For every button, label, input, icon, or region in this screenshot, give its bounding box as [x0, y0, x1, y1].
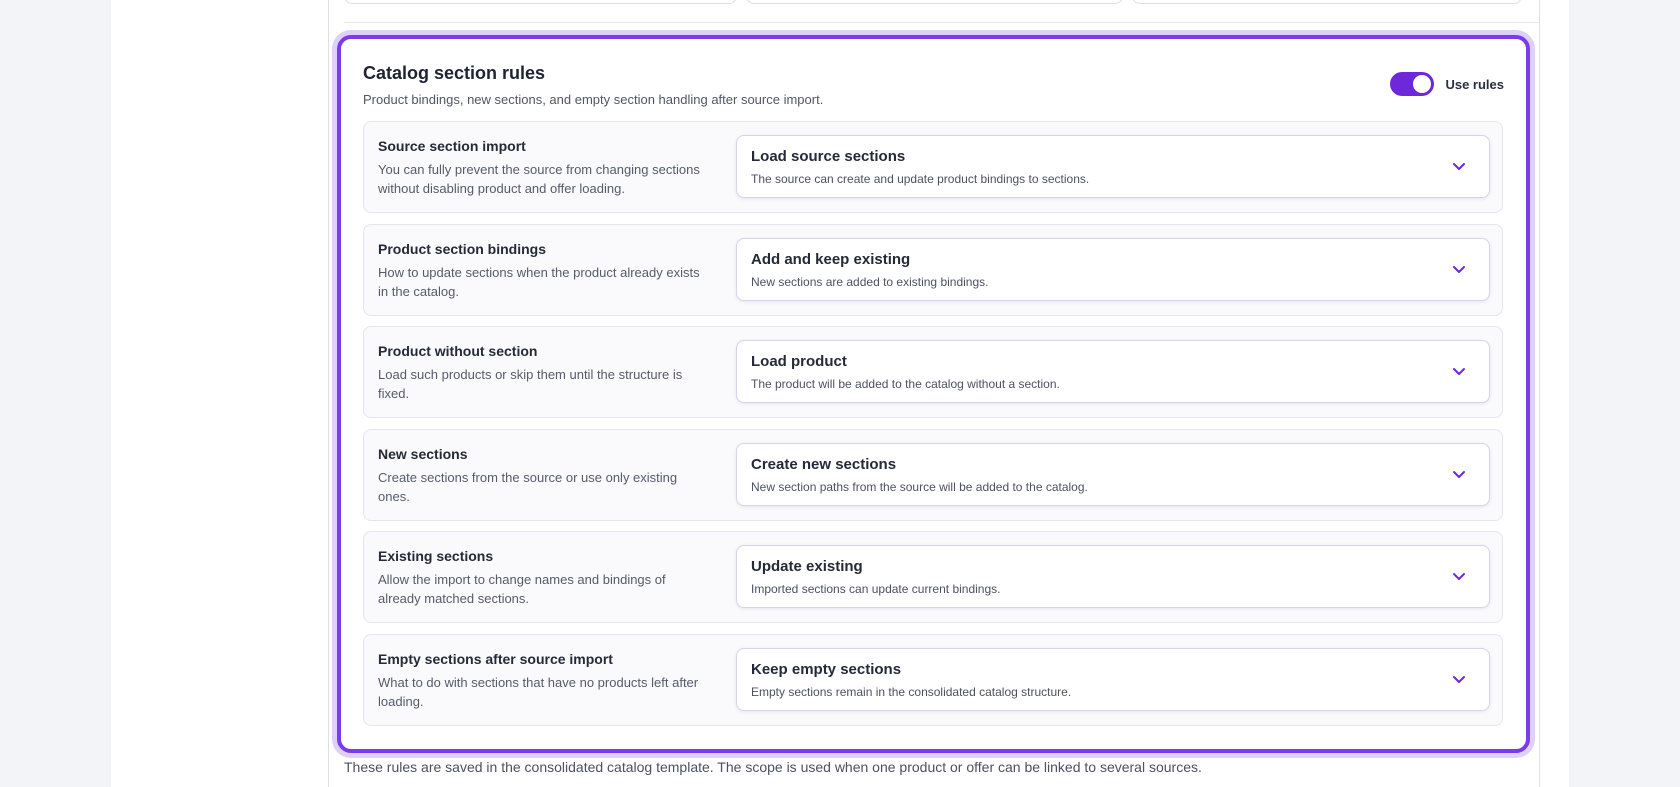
rule-description: Load such products or skip them until the structure is fixed. [378, 367, 683, 401]
rule-row-new-sections [363, 429, 1503, 521]
product-without-section-select[interactable] [736, 340, 1490, 403]
rule-row-product-without-section [363, 326, 1503, 418]
rule-title: Empty sections after source import [378, 651, 613, 667]
rule-title: Product section bindings [378, 241, 547, 257]
chevron-down-icon[interactable] [1451, 568, 1467, 584]
rule-title: Source section import [378, 138, 526, 154]
select-value: Add and keep existing [751, 251, 911, 268]
rule-title: New sections [378, 446, 468, 462]
toggle-knob [1413, 75, 1431, 93]
previous-fields-row [344, 0, 1522, 4]
panel-subtitle: Product bindings, new sections, and empty section handling after source import. [363, 92, 824, 107]
empty-sections-select[interactable] [736, 648, 1490, 711]
rule-description: What to do with sections that have no products left after loading. [378, 675, 699, 709]
rule-description: Create sections from the source or use only existing ones. [378, 470, 678, 504]
footer-note: These rules are saved in the consolidated catalog template. The scope is used when one product or offer can be linked to several sources. [344, 759, 1202, 775]
source-section-import-select[interactable] [736, 135, 1490, 198]
rule-description: How to update sections when the product already exists in the catalog. [378, 265, 700, 299]
previous-field-1[interactable] [344, 0, 737, 4]
chevron-down-icon[interactable] [1451, 158, 1467, 174]
use-rules-toggle-group[interactable] [1390, 72, 1504, 96]
select-hint: Empty sections remain in the consolidated catalog structure. [751, 685, 1072, 699]
rule-row-product-section-bindings [363, 224, 1503, 316]
rule-row-source-section-import [363, 121, 1503, 213]
chevron-down-icon[interactable] [1451, 363, 1467, 379]
select-value: Load source sections [751, 148, 906, 165]
use-rules-label: Use rules [1445, 76, 1504, 92]
rule-row-empty-sections [363, 634, 1503, 726]
new-sections-select[interactable] [736, 443, 1490, 506]
existing-sections-select[interactable] [736, 545, 1490, 608]
rule-row-existing-sections [363, 531, 1503, 623]
select-value: Keep empty sections [751, 661, 902, 678]
select-hint: Imported sections can update current bindings. [751, 582, 1001, 596]
catalog-section-rules-panel [337, 35, 1530, 753]
select-hint: New sections are added to existing bindings. [751, 275, 989, 289]
use-rules-toggle[interactable] [1390, 72, 1434, 96]
select-hint: The source can create and update product bindings to sections. [751, 172, 1090, 186]
previous-field-3[interactable] [1132, 0, 1522, 4]
rule-title: Existing sections [378, 548, 494, 564]
chevron-down-icon[interactable] [1451, 671, 1467, 687]
section-divider [344, 22, 1538, 23]
product-section-bindings-select[interactable] [736, 238, 1490, 301]
chevron-down-icon[interactable] [1451, 466, 1467, 482]
panel-title: Catalog section rules [363, 63, 546, 83]
select-hint: New section paths from the source will be added to the catalog. [751, 480, 1088, 494]
previous-field-2[interactable] [746, 0, 1123, 4]
select-value: Update existing [751, 558, 863, 575]
chevron-down-icon[interactable] [1451, 261, 1467, 277]
rule-title: Product without section [378, 343, 538, 359]
rule-description: You can fully prevent the source from changing sections without disabling product and offer loading. [378, 162, 700, 196]
select-hint: The product will be added to the catalog without a section. [751, 377, 1060, 391]
select-value: Load product [751, 353, 847, 370]
rule-description: Allow the import to change names and bindings of already matched sections. [378, 572, 666, 606]
select-value: Create new sections [751, 456, 897, 473]
